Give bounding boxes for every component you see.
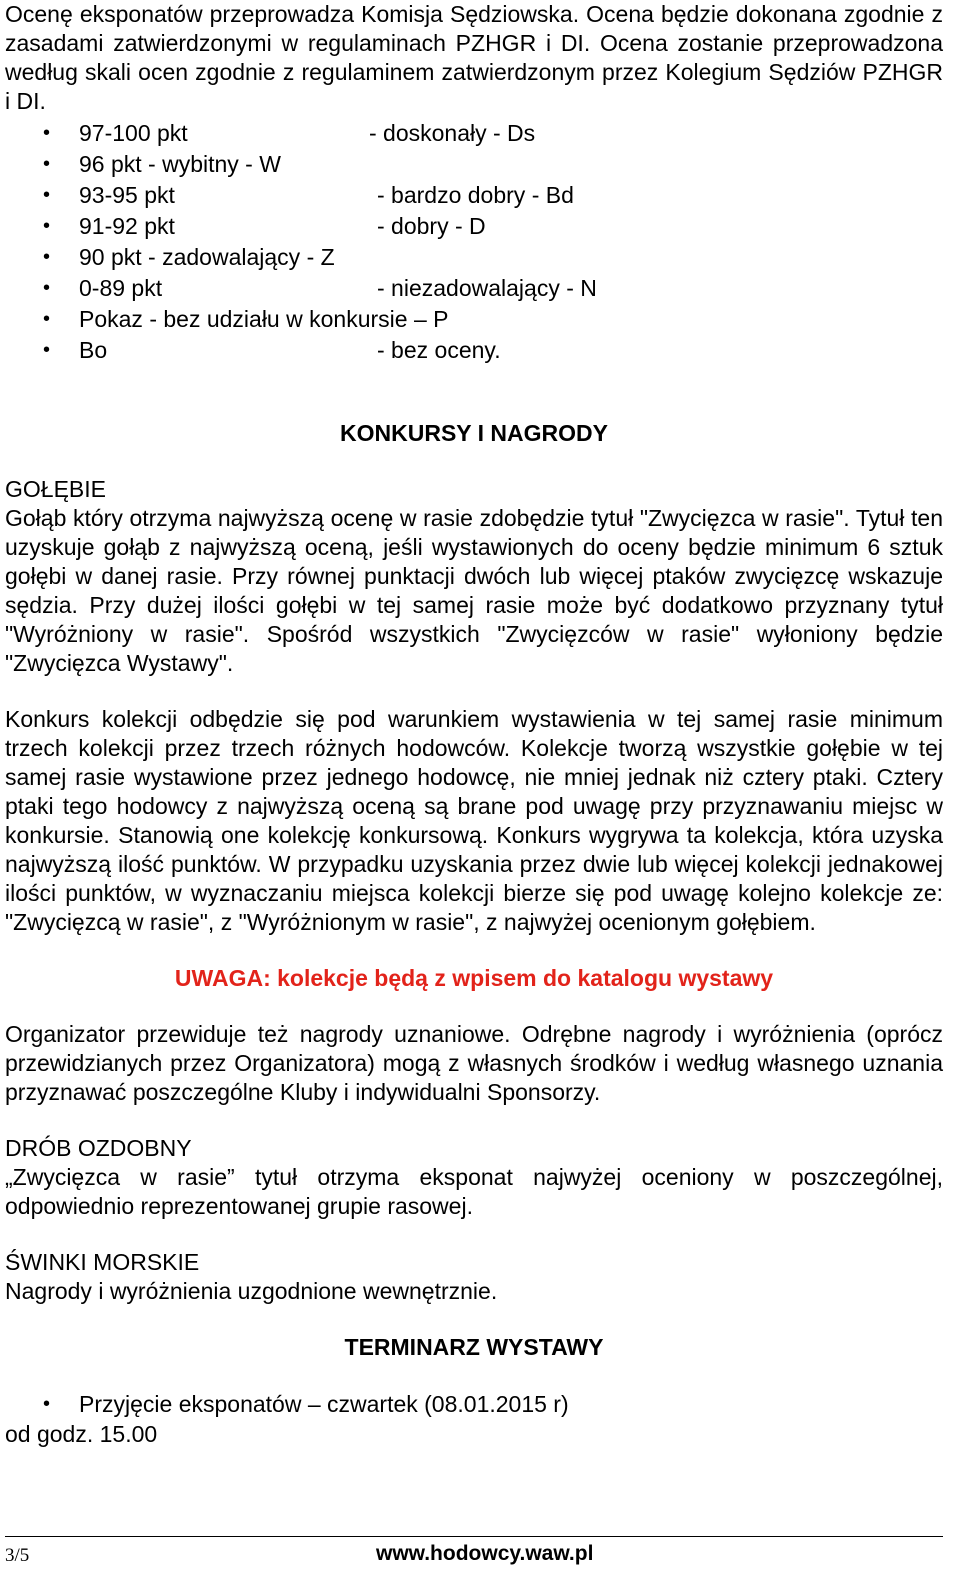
grade-description: - bez oceny.: [377, 337, 501, 363]
document-page: [5, 0, 943, 1449]
bullet-icon: •: [43, 215, 51, 237]
bullet-icon: •: [43, 184, 51, 206]
schedule-time: od godz. 15.00: [5, 1421, 158, 1447]
intro-paragraph: Ocenę eksponatów przeprowadza Komisja Sędziowska. Ocena będzie dokonana zgodnie z zasadami zatwierdzonymi w regulaminach PZHGR i DI. Ocena zostanie przeprowadzona według skali ocen zgodnie z regulaminem zatwierdzonym przez Kolegium Sędziów PZHGR i DI.: [5, 1, 943, 114]
grade-range: Bo: [79, 337, 108, 363]
warning-heading: UWAGA: kolekcje będą z wpisem do katalogu wystawy: [174, 965, 774, 991]
organizer-paragraph: Organizator przewiduje też nagrody uznaniowe. Odrębne nagrody i wyróżnienia (oprócz przewidzianych przez Organizatora) mogą z własnych środków i według własnego uznania przyznawać poszczególne Kluby i indywidualni Sponsorzy.: [5, 1021, 943, 1105]
schedule-list-item: [5, 1389, 943, 1420]
collection-paragraph: Konkurs kolekcji odbędzie się pod warunkiem wystawienia w tej samej rasie minimum trzech kolekcji przez trzech różnych hodowców. Kolekcje tworzą wszystkie gołębie w tej samej rasie wystawione przez jednego hodowcę, nie mniej jednak niż cztery ptaki. Cztery ptaki tego hodowcy z najwyższą oceną są brane pod uwagę przy przyznawaniu miejsc w konkursie. Stanowią one kolekcję konkursową. Konkurs wygrywa ta kolekcja, która uzyska najwyższą ilość punktów. W przypadku uzyskania przez dwie lub więcej kolekcji jednakowej ilości punktów, w wyznaczaniu miejsca kolekcji bierze się pod uwagę kolejno kolekcje ze: "Zwycięzcą w rasie", z "Wyróżnionym w rasie", z najwyżej ocenionym gołębiem.: [5, 706, 943, 935]
grade-item: [5, 304, 943, 335]
contests-heading: KONKURSY I NAGRODY: [340, 420, 608, 446]
bullet-icon: •: [43, 246, 51, 268]
grade-range: 90 pkt - zadowalający - Z: [79, 244, 335, 270]
grade-range: 97-100 pkt: [79, 120, 188, 146]
bullet-icon: •: [43, 122, 51, 144]
grade-item: [5, 335, 943, 366]
footer-divider: [5, 1536, 943, 1537]
poultry-paragraph: „Zwycięzca w rasie” tytuł otrzyma eksponat najwyżej oceniony w poszczególnej, odpowiednio reprezentowanej grupie rasowej.: [5, 1164, 943, 1219]
pigeons-heading: GOŁĘBIE: [5, 476, 106, 502]
grade-item: [5, 149, 943, 180]
grade-item: [5, 118, 943, 149]
schedule-item-text: Przyjęcie eksponatów – czwartek (08.01.2015 r): [79, 1391, 569, 1417]
pigeons-paragraph: Gołąb który otrzyma najwyższą ocenę w rasie zdobędzie tytuł "Zwycięzca w rasie". Tytuł ten uzyskuje gołąb z najwyższą oceną, jeśli wystawionych do oceny będzie minimum 6 sztuk gołębi w danej rasie. Przy równej punktacji dwóch lub więcej ptaków zwycięzcę wskazuje sędzia. Przy dużej ilości gołębi w tej samej rasie może być dodatkowo przyznany tytuł "Wyróżniony w rasie". Spośród wszystkich "Zwycięzców w rasie" wyłoniony będzie "Zwycięzca Wystawy".: [5, 505, 943, 676]
poultry-heading: DRÓB OZDOBNY: [5, 1135, 192, 1161]
bullet-icon: •: [43, 308, 51, 330]
grade-description: - niezadowalający - N: [377, 275, 597, 301]
bullet-icon: •: [43, 153, 51, 175]
grade-range: 0-89 pkt: [79, 275, 163, 301]
grade-range: 93-95 pkt: [79, 182, 175, 208]
grade-item: [5, 211, 943, 242]
grade-range: Pokaz - bez udziału w konkursie – P: [79, 306, 449, 332]
page-number: 3/5: [5, 1545, 30, 1566]
grade-item: [5, 242, 943, 273]
bullet-icon: •: [43, 339, 51, 361]
grade-description: - doskonały - Ds: [369, 120, 536, 146]
grade-item: [5, 273, 943, 304]
guinea-pigs-heading: ŚWINKI MORSKIE: [5, 1249, 200, 1275]
bullet-icon: •: [43, 277, 51, 299]
grade-description: - bardzo dobry - Bd: [377, 182, 574, 208]
grade-scale-list: [5, 118, 943, 366]
bullet-icon: •: [43, 1393, 51, 1415]
grade-item: [5, 180, 943, 211]
grade-description: - dobry - D: [377, 213, 486, 239]
grade-range: 96 pkt - wybitny - W: [79, 151, 281, 177]
footer-website-link[interactable]: www.hodowcy.waw.pl: [376, 1542, 594, 1565]
guinea-pigs-paragraph: Nagrody i wyróżnienia uzgodnione wewnętrznie.: [5, 1278, 498, 1304]
schedule-heading: TERMINARZ WYSTAWY: [344, 1334, 604, 1360]
grade-range: 91-92 pkt: [79, 213, 175, 239]
